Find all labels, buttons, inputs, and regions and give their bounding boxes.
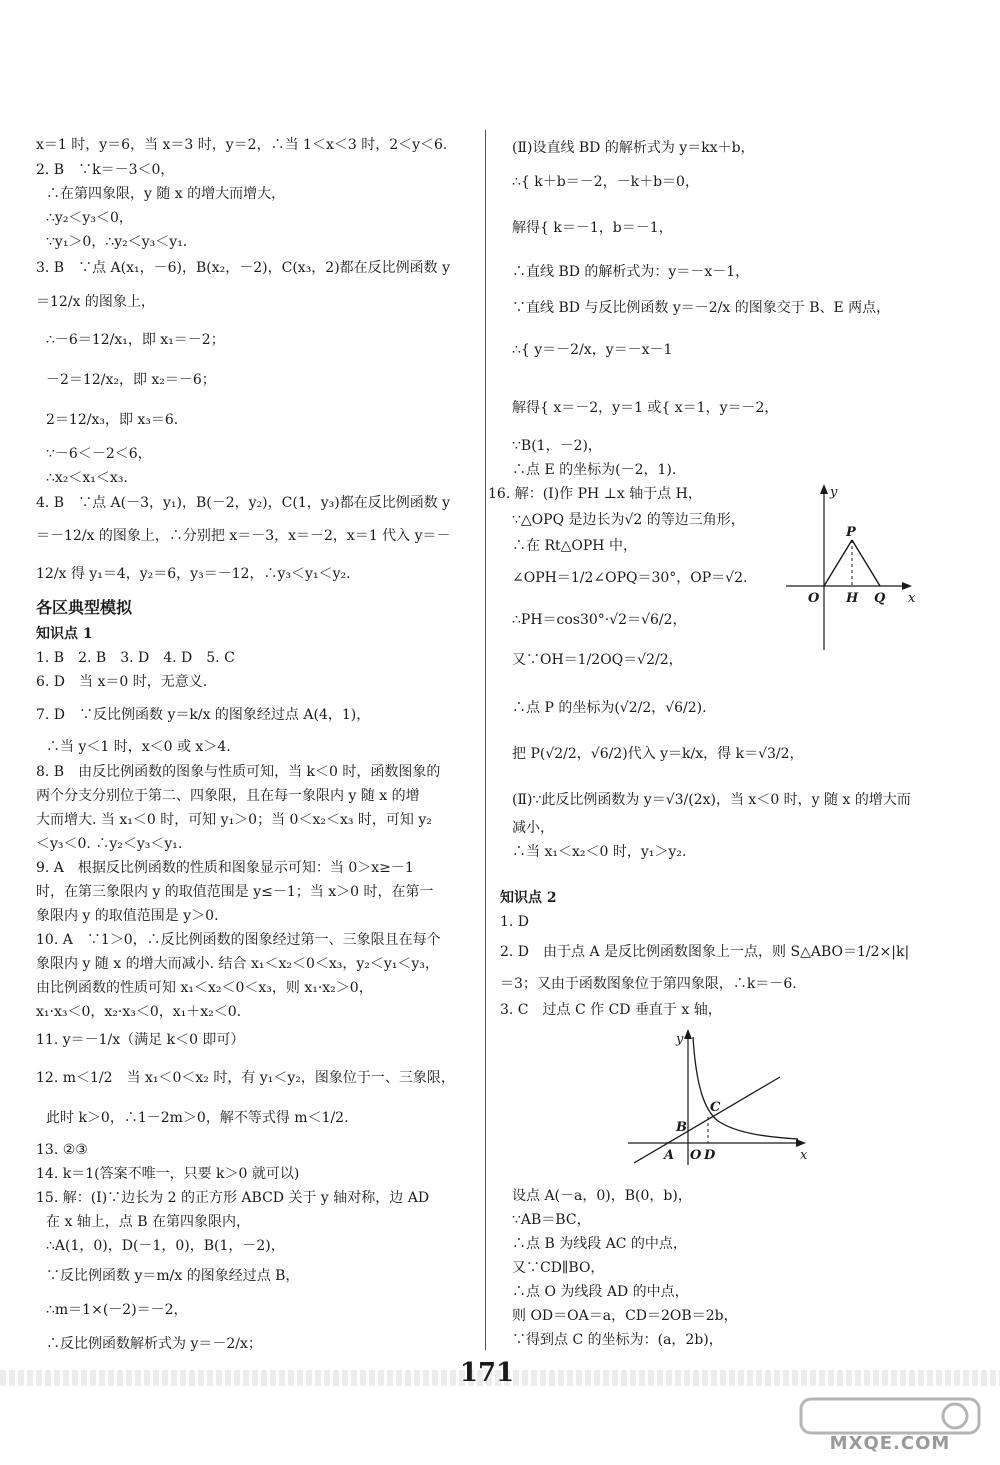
text-line: ∵反比例函数 y＝m/x 的图象经过点 B， [46,1268,300,1284]
text-line: 2. B ∵k＝－3＜0， [36,162,175,178]
text-line: (Ⅱ)设直线 BD 的解析式为 y＝kx＋b， [512,140,755,156]
text-line: 4. B ∵点 A(－3，y₁)，B(－2，y₂)，C(1，y₃)都在反比例函数 y [36,495,451,511]
text-line: ∴当 y＜1 时，x＜0 或 x＞4. [46,739,231,755]
text-line: ∴m＝1×(－2)＝－2， [46,1302,188,1318]
text-line: 解得{ k＝－1，b＝－1， [512,220,673,236]
label-q: Q [874,591,886,606]
text-line: ∴点 E 的坐标为(－2，1). [512,462,677,478]
label-p: P [846,525,856,540]
label-h: H [846,591,859,606]
text-line: 3. C 过点 C 作 CD 垂直于 x 轴， [500,1002,722,1018]
text-line: 象限内 y 的取值范围是 y＞0. [36,908,219,924]
text-line: ∵直线 BD 与反比例函数 y＝－2/x 的图象交于 B、E 两点， [512,300,891,316]
text-line: ∴反比例函数解析式为 y＝－2/x； [46,1336,262,1352]
section-heading: 各区典型模拟 [36,598,133,617]
hyperbola-figure [620,1025,820,1175]
text-line: 2. D 由于点 A 是反比例函数图象上一点，则 S△ABO＝1/2×|k| [500,944,910,960]
text-line: 两个分支分别位于第二、四象限，且在每一象限内 y 随 x 的增 [36,788,420,804]
text-line: ∴点 P 的坐标为(√2/2，√6/2). [512,700,707,716]
text-line: 6. D 当 x＝0 时，无意义. [36,674,208,690]
text-line: ∴－6＝12/x₁，即 x₁＝－2； [46,332,225,348]
label-y: y [676,1032,684,1047]
text-line: 把 P(√2/2，√6/2)代入 y＝k/x，得 k＝√3/2， [512,746,804,762]
x-axis-arrow [796,1139,806,1147]
text-line: ∴直线 BD 的解析式为：y＝－x－1， [512,264,750,280]
text-line: 15. 解：(Ⅰ)∵边长为 2 的正方形 ABCD 关于 y 轴对称，边 AD [36,1190,430,1206]
triangle-figure [780,480,920,660]
text-line: (Ⅱ)∵此反比例函数为 y＝√3/(2x)，当 x＜0 时，y 随 x 的增大而 [512,792,911,808]
text-line: ∴在 Rt△OPH 中， [512,538,637,554]
text-line: 设点 A(－a，0)，B(0，b)， [512,1188,692,1204]
text-line: 9. A 根据反比例函数的性质和图象显示可知：当 0＞x≥－1 [36,860,414,876]
column-divider [485,130,486,1350]
text-line: 12/x 得 y₁＝4，y₂＝6，y₃＝－12，∴y₃＜y₁＜y₂. [36,566,351,582]
text-line: 1. D [500,914,530,930]
text-line: ∴点 O 为线段 AD 的中点， [512,1284,689,1300]
label-b: B [676,1120,687,1135]
label-o: O [690,1148,702,1163]
watermark-logo [795,1395,985,1461]
text-line: 象限内 y 随 x 的增大而减小. 结合 x₁＜x₂＜0＜x₃，y₂＜y₁＜y₃， [36,956,439,972]
text-line: 7. D ∵反比例函数 y＝k/x 的图象经过点 A(4，1)， [36,707,371,723]
text-line: ∴A(1，0)，D(－1，0)，B(1，－2)， [46,1238,285,1254]
label-a: A [664,1148,675,1163]
text-line: 14. k＝1(答案不唯一，只要 k＞0 就可以) [36,1166,300,1182]
text-line: 时，在第三象限内 y 的取值范围是 y≤－1；当 x＞0 时，在第一 [36,884,434,900]
text-line: 10. A ∵1＞0，∴反比例函数的图象经过第一、三象限且在每个 [36,932,441,948]
text-line: ∵△OPQ 是边长为√2 的等边三角形， [512,512,745,528]
text-line: ∴PH＝cos30°·√2＝√6/2， [512,612,687,628]
subsection-heading: 知识点 1 [36,626,93,642]
text-line: 减小， [512,820,554,836]
text-line: ∵B(1，－2)， [512,438,602,454]
text-line: 又∵CD∥BO， [512,1260,605,1276]
label-y: y [830,485,838,500]
side-pq [852,540,880,586]
text-line: 此时 k＞0，∴1－2m＞0，解不等式得 m＜1/2. [46,1110,349,1126]
text-line: ∵AB＝BC， [512,1212,591,1228]
text-line: ∵－6＜－2＜6， [46,446,152,462]
subsection-heading: 知识点 2 [500,890,557,906]
text-line: ∴{ y＝－2/x，y＝－x－1 [512,342,673,358]
text-line: ∴点 B 为线段 AC 的中点， [512,1236,687,1252]
text-line: x＝1 时，y＝6，当 x＝3 时，y＝2，∴当 1＜x＜3 时，2＜y＜6. [36,137,448,153]
label-o: O [808,591,820,606]
label-x: x [800,1148,808,1163]
text-line: 大而增大. 当 x₁＜0 时，可知 y₁＞0；当 0＜x₂＜x₃ 时，可知 y₂ [36,812,432,828]
text-line: 2＝12/x₃，即 x₃＝6. [46,412,179,428]
x-axis-arrow [902,582,912,590]
text-line: 解得{ x＝－2，y＝1 或{ x＝1，y＝－2， [512,400,779,416]
text-line: ＝3；又由于函数图象位于第四象限，∴k＝－6. [500,976,797,992]
text-line: ∴x₂＜x₁＜x₃. [46,470,128,486]
text-line: 又∵OH＝1/2OQ＝√2/2， [512,652,683,668]
text-line: 3. B ∵点 A(x₁，－6)，B(x₂，－2)，C(x₃，2)都在反比例函数 y [36,260,451,276]
text-line: 13. ②③ [36,1142,88,1158]
text-line: ＝－12/x 的图象上，∴分别把 x＝－3，x＝－2，x＝1 代入 y＝－ [36,528,451,544]
text-line: ∵y₁＞0，∴y₂＜y₃＜y₁. [46,234,188,250]
text-line: x₁·x₃＜0，x₂·x₃＜0，x₁＋x₂＜0. [36,1004,242,1020]
page-number: 171 [459,1358,515,1388]
text-line: 则 OD＝OA＝a，CD＝2OB＝2b， [512,1308,738,1324]
text-line: ∴{ k＋b＝－2，－k＋b＝0， [512,174,699,190]
text-line: ∴当 x₁＜x₂＜0 时，y₁＞y₂. [512,844,687,860]
text-line: 16. 解：(Ⅰ)作 PH ⊥x 轴于点 H， [488,486,702,502]
label-c: C [710,1100,721,1115]
text-line: ＜y₃＜0. ∴y₂＜y₃＜y₁. [36,836,183,852]
text-line: 8. B 由反比例函数的图象与性质可知，当 k＜0 时，函数图象的 [36,764,441,780]
side-op [824,540,852,586]
label-d: D [704,1148,716,1163]
hyperbola-curve [693,1037,798,1139]
text-line: ∵得到点 C 的坐标为：(a，2b)， [512,1332,723,1348]
label-x: x [908,591,916,606]
text-line: ＝12/x 的图象上， [36,294,155,310]
text-line: ∠OPH＝1/2∠OPQ＝30°，OP＝√2. [512,570,748,586]
text-line: 12. m＜1/2 当 x₁＜0＜x₂ 时，有 y₁＜y₂，图象位于一、三象限， [36,1070,455,1086]
text-line: 11. y＝－1/x（满足 k＜0 即可） [36,1032,245,1048]
text-line: 在 x 轴上，点 B 在第四象限内， [46,1214,250,1230]
text-line: －2＝12/x₂，即 x₂＝－6； [46,372,216,388]
y-axis-arrow [684,1029,692,1039]
text-line: 由比例函数的性质可知 x₁＜x₂＜0＜x₃，则 x₁·x₂＞0， [36,980,373,996]
y-axis-arrow [820,484,828,494]
text-line: ∴在第四象限，y 随 x 的增大而增大， [46,186,286,202]
watermark-text: MXQE.COM [829,1433,951,1454]
text-line: ∴y₂＜y₃＜0， [46,210,133,226]
text-line: 1. B 2. B 3. D 4. D 5. C [36,650,235,666]
